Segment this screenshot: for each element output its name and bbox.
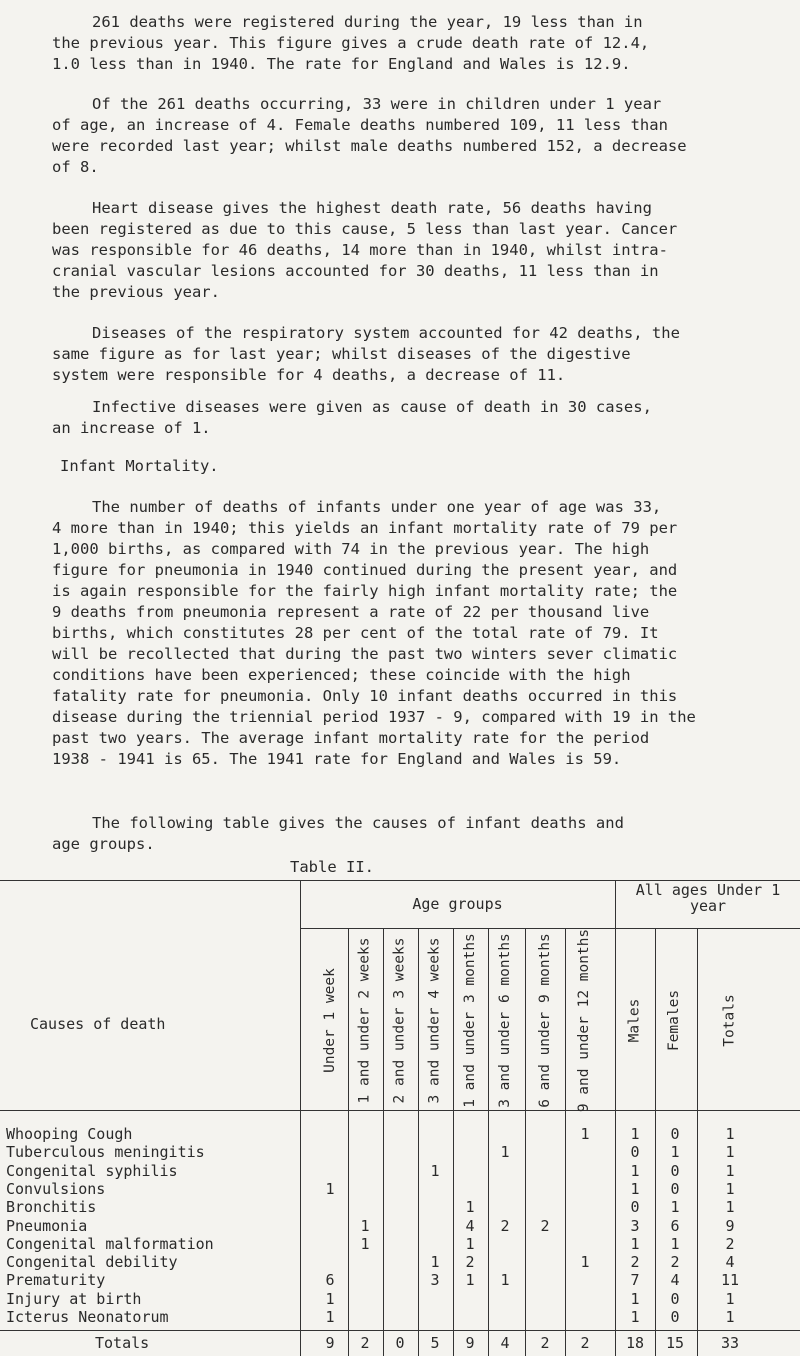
table-rule: [615, 880, 616, 1356]
table-cell: 1: [465, 1234, 475, 1253]
table-cell: 1: [670, 1198, 680, 1217]
column-header: [715, 929, 745, 1111]
text-line: conditions have been experienced; these coincide with the high: [52, 666, 631, 684]
totals-cell: 18: [625, 1334, 645, 1352]
table-cell: 2: [540, 1216, 550, 1235]
table-cell: 1: [630, 1161, 640, 1180]
table-cell: 1: [430, 1253, 440, 1272]
text-line: an increase of 1.: [52, 419, 211, 437]
table-cell: 1: [630, 1308, 640, 1326]
text-line: 9 deaths from pneumonia represent a rate of 22 per thousand live: [52, 603, 650, 621]
totals-label: Totals: [95, 1334, 150, 1352]
table-cell: 7: [630, 1271, 640, 1290]
table-cell: 1: [465, 1198, 475, 1217]
totals-cell: 4: [500, 1334, 510, 1352]
table-cell: 3: [430, 1271, 440, 1290]
text-line: 4 more than in 1940; this yields an infant mortality rate of 79 per: [52, 519, 678, 537]
table-cell: 1: [725, 1143, 735, 1162]
table-cell: 0: [630, 1198, 640, 1217]
table-cell: 1: [325, 1308, 335, 1326]
table-cell: 1: [630, 1289, 640, 1308]
column-rule: [383, 928, 384, 1356]
table-cell: 1: [325, 1179, 335, 1198]
text-line: of 8.: [52, 158, 99, 176]
totals-cell: 5: [430, 1334, 440, 1352]
cause-label: Congenital debility: [6, 1253, 178, 1272]
text-line: of age, an increase of 4. Female deaths numbered 109, 11 less than: [52, 116, 668, 134]
text-line: Of the 261 deaths occurring, 33 were in children under 1 year: [92, 95, 662, 113]
column-header-label: Totals: [721, 993, 738, 1047]
totals-cell: 9: [465, 1334, 475, 1352]
text-line: Diseases of the respiratory system accounted for 42 deaths, the: [92, 324, 680, 342]
totals-cell: 2: [580, 1334, 590, 1352]
cause-label: Bronchitis: [6, 1198, 97, 1217]
column-rule: [565, 928, 566, 1356]
table-cell: 9: [725, 1216, 735, 1235]
table-cell: 1: [725, 1161, 735, 1180]
table-cell: 11: [720, 1271, 740, 1290]
table-cell: 2: [500, 1216, 510, 1235]
causes-header: Causes of death: [30, 1015, 166, 1033]
table-cell: 1: [360, 1234, 370, 1253]
table-cell: 4: [670, 1271, 680, 1290]
text-line: was responsible for 46 deaths, 14 more than in 1940, whilst intra-: [52, 241, 668, 259]
table-cell: 1: [725, 1125, 735, 1143]
totals-rule: [0, 1330, 800, 1331]
all-ages-header: All ages Under 1 year: [635, 881, 781, 915]
column-header: [660, 929, 690, 1111]
table-rule: [300, 880, 301, 1356]
text-line: Heart disease gives the highest death rate, 56 deaths having: [92, 199, 652, 217]
column-header-label: 3 and under 4 weeks: [426, 937, 443, 1103]
table-cell: 2: [725, 1234, 735, 1253]
cause-label: Icterus Neonatorum: [6, 1308, 169, 1326]
table-cell: 1: [725, 1308, 735, 1326]
totals-cell: 2: [360, 1334, 370, 1352]
table-cell: 1: [670, 1234, 680, 1253]
column-rule: [418, 928, 419, 1356]
text-line: disease during the triennial period 1937 - 9, compared with 19 in the: [52, 708, 696, 726]
cause-label: Whooping Cough: [6, 1125, 133, 1143]
column-header-label: Males: [626, 998, 643, 1042]
column-rule: [453, 928, 454, 1356]
column-header: [490, 929, 520, 1111]
text-line: same figure as for last year; whilst diseases of the digestive: [52, 345, 631, 363]
cause-label: Injury at birth: [6, 1289, 142, 1308]
text-line: The number of deaths of infants under one year of age was 33,: [92, 498, 662, 516]
cause-label: Congenital syphilis: [6, 1161, 178, 1180]
column-header-label: 1 and under 3 months: [461, 932, 478, 1108]
cause-label: Convulsions: [6, 1179, 106, 1198]
column-header-label: Females: [666, 989, 683, 1051]
column-rule: [697, 928, 698, 1356]
table-cell: 0: [670, 1289, 680, 1308]
text-line: the previous year. This figure gives a crude death rate of 12.4,: [52, 34, 650, 52]
text-line: will be recollected that during the past two winters sever climatic: [52, 645, 678, 663]
table-cell: 2: [465, 1253, 475, 1272]
text-line: past two years. The average infant mortality rate for the period: [52, 729, 650, 747]
text-line: system were responsible for 4 deaths, a decrease of 11.: [52, 366, 566, 384]
paragraph-infective: [52, 397, 780, 439]
table-cell: 1: [630, 1179, 640, 1198]
text-line: 1.0 less than in 1940. The rate for England and Wales is 12.9.: [52, 55, 631, 73]
table-cell: 1: [670, 1143, 680, 1162]
totals-cell: 33: [720, 1334, 740, 1352]
text-line: age groups.: [52, 835, 155, 853]
text-line: been registered as due to this cause, 5 less than last year. Cancer: [52, 220, 678, 238]
column-header: [420, 929, 450, 1111]
table-cell: 1: [500, 1271, 510, 1290]
age-groups-header: Age groups: [412, 895, 503, 913]
table-cell: 1: [325, 1289, 335, 1308]
table-cell: 0: [670, 1161, 680, 1180]
table-cell: 1: [725, 1198, 735, 1217]
paragraph-infant-mortality: [52, 497, 780, 770]
column-header: [315, 929, 345, 1111]
column-rule: [348, 928, 349, 1356]
text-line: figure for pneumonia in 1940 continued during the present year, and: [52, 561, 678, 579]
table-cell: 1: [500, 1143, 510, 1162]
text-line: 1,000 births, as compared with 74 in the previous year. The high: [52, 540, 650, 558]
text-line: The following table gives the causes of infant deaths and: [92, 814, 624, 832]
paragraph-heart-disease: [52, 198, 780, 303]
table-cell: 1: [430, 1161, 440, 1180]
cause-label: Pneumonia: [6, 1216, 88, 1235]
table-cell: 1: [580, 1125, 590, 1143]
paragraph-deaths-breakdown: [52, 94, 780, 178]
column-header: [620, 929, 650, 1111]
table-cell: 0: [670, 1125, 680, 1143]
text-line: 1938 - 1941 is 65. The 1941 rate for England and Wales is 59.: [52, 750, 622, 768]
text-line: Infective diseases were given as cause of death in 30 cases,: [92, 398, 652, 416]
text-line: cranial vascular lesions accounted for 30 deaths, 11 less than in: [52, 262, 659, 280]
table-cell: 1: [630, 1234, 640, 1253]
column-header: [530, 929, 560, 1111]
table-cell: 0: [670, 1179, 680, 1198]
table-cell: 2: [670, 1253, 680, 1272]
totals-cell: 2: [540, 1334, 550, 1352]
section-heading-infant-mortality: Infant Mortality.: [60, 457, 219, 475]
table-cell: 1: [725, 1289, 735, 1308]
table-cell: 4: [725, 1253, 735, 1272]
table-cell: 6: [670, 1216, 680, 1235]
paragraph-deaths-registered: [52, 12, 780, 75]
totals-cell: 0: [395, 1334, 405, 1352]
table-cell: 0: [630, 1143, 640, 1162]
column-header: [455, 929, 485, 1111]
column-header-label: 2 and under 3 weeks: [391, 937, 408, 1103]
text-line: 261 deaths were registered during the year, 19 less than in: [92, 13, 643, 31]
column-header-label: 3 and under 6 months: [496, 932, 513, 1108]
table-cell: 4: [465, 1216, 475, 1235]
table-cell: 1: [465, 1271, 475, 1290]
column-header-label: Under 1 week: [321, 967, 338, 1073]
column-header-label: 9 and under 12 months: [576, 928, 593, 1112]
text-line: fatality rate for pneumonia. Only 10 infant deaths occurred in this: [52, 687, 678, 705]
table-cell: 1: [725, 1179, 735, 1198]
column-header-label: 6 and under 9 months: [536, 932, 553, 1108]
table-cell: 6: [325, 1271, 335, 1290]
column-rule: [655, 928, 656, 1356]
cause-label: Congenital malformation: [6, 1234, 214, 1253]
text-line: were recorded last year; whilst male deaths numbered 152, a decrease: [52, 137, 687, 155]
cause-label: Tuberculous meningitis: [6, 1143, 205, 1162]
cause-label: Prematurity: [6, 1271, 106, 1290]
text-line: the previous year.: [52, 283, 220, 301]
paragraph-respiratory: [52, 323, 780, 386]
table-cell: 1: [580, 1253, 590, 1272]
table-cell: 0: [670, 1308, 680, 1326]
table-cell: 1: [630, 1125, 640, 1143]
column-rule: [488, 928, 489, 1356]
column-header-label: 1 and under 2 weeks: [356, 937, 373, 1103]
column-header: [385, 929, 415, 1111]
table-cell: 2: [630, 1253, 640, 1272]
text-line: births, which constitutes 28 per cent of the total rate of 79. It: [52, 624, 659, 642]
column-rule: [525, 928, 526, 1356]
table-caption: Table II.: [290, 858, 374, 876]
totals-cell: 9: [325, 1334, 335, 1352]
table-cell: 3: [630, 1216, 640, 1235]
text-line: is again responsible for the fairly high infant mortality rate; the: [52, 582, 678, 600]
table-cell: 1: [360, 1216, 370, 1235]
column-header: [570, 929, 600, 1111]
paragraph-table-intro: [52, 813, 780, 855]
column-header: [350, 929, 380, 1111]
totals-cell: 15: [665, 1334, 685, 1352]
